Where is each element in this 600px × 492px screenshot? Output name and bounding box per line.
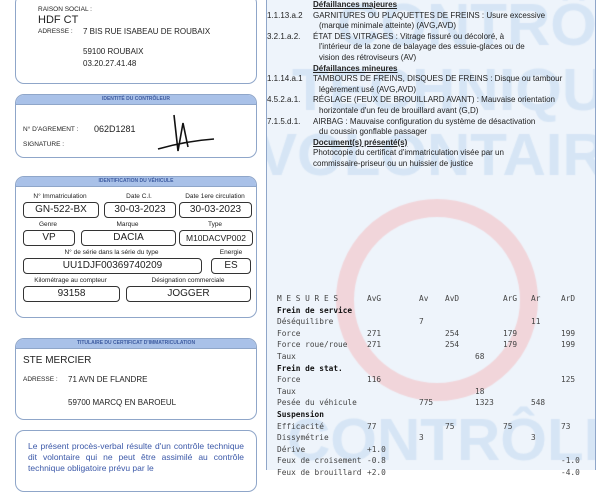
measure-value: 75 bbox=[445, 421, 455, 431]
defect-code: 7.1.5.d.1. bbox=[267, 116, 301, 126]
serie-value: UU1DJF00369740209 bbox=[23, 258, 202, 274]
measure-label: Feux de croisement bbox=[277, 456, 362, 466]
measure-value: 3 bbox=[531, 433, 536, 443]
measure-label: Force bbox=[277, 375, 301, 385]
measure-row bbox=[277, 305, 593, 317]
measures-table bbox=[277, 293, 593, 479]
type-value: M10DACVP002 bbox=[179, 230, 253, 246]
measure-value: 199 bbox=[561, 328, 576, 338]
measure-value: 77 bbox=[367, 421, 377, 431]
measure-value: -1.0 bbox=[561, 456, 580, 466]
measure-value: 179 bbox=[503, 328, 518, 338]
defect-code: 3.2.1.a.2. bbox=[267, 31, 301, 41]
defect-line bbox=[267, 85, 593, 96]
centre-phone: 03.20.27.41.48 bbox=[83, 59, 137, 68]
column-header: Ar bbox=[531, 294, 541, 303]
defect-code bbox=[267, 106, 313, 117]
defect-text: TAMBOURS DE FREINS, DISQUES DE FREINS : Disque ou tambour bbox=[313, 74, 563, 84]
defect-code: 1.1.13.a.2 bbox=[267, 10, 303, 20]
defect-text: horizontale d'un feu de brouillard avant (G,D) bbox=[319, 105, 479, 115]
measure-value: 7 bbox=[419, 317, 424, 327]
measure-value: 548 bbox=[531, 398, 546, 408]
date-ci-value: 30-03-2023 bbox=[104, 202, 176, 218]
defects-panel bbox=[266, 0, 596, 477]
measure-label: Pesée du véhicule bbox=[277, 398, 357, 408]
defect-code bbox=[267, 21, 313, 32]
measure-value: 254 bbox=[445, 340, 460, 350]
centre-adresse1: 7 BIS RUE ISABEAU DE ROUBAIX bbox=[83, 27, 211, 36]
measure-label: Suspension bbox=[277, 409, 324, 419]
measure-value: -4.0 bbox=[561, 467, 580, 477]
measure-value: 73 bbox=[561, 421, 571, 431]
designation-label: Désignation commerciale bbox=[151, 277, 225, 284]
measure-label: Force bbox=[277, 328, 301, 338]
date-ci-label: Date C.I. bbox=[126, 193, 152, 200]
titulaire-adresse2: 59700 MARCQ EN BAROEUL bbox=[68, 398, 177, 407]
defect-text: ÉTAT DES VITRAGES : Vitrage fissuré ou décoloré, à bbox=[313, 31, 505, 41]
km-value: 93158 bbox=[23, 286, 120, 302]
date-circ-label: Date 1ere circulation bbox=[185, 193, 245, 200]
immat-value: GN-522-BX bbox=[23, 202, 99, 218]
defect-text: du coussin gonflable passager bbox=[319, 127, 428, 137]
measure-label: Frein de stat. bbox=[277, 363, 343, 373]
mineures-heading: Défaillances mineures bbox=[313, 63, 398, 73]
agrement-label: N° D'AGREMENT : bbox=[23, 126, 79, 133]
notice-box bbox=[15, 430, 257, 492]
measure-row bbox=[277, 374, 593, 386]
defects-list bbox=[267, 0, 593, 170]
defect-line bbox=[267, 106, 593, 117]
immat-label: N° Immatriculation bbox=[33, 193, 87, 200]
measure-row bbox=[277, 421, 593, 433]
centre-name: HDF CT bbox=[38, 14, 79, 26]
column-header: Av bbox=[419, 294, 429, 303]
controleur-box bbox=[15, 94, 257, 158]
measure-value: 3 bbox=[419, 433, 424, 443]
km-label: Kilométrage au compteur bbox=[34, 277, 107, 284]
adresse-label: ADRESSE : bbox=[38, 28, 73, 35]
defect-line bbox=[267, 42, 593, 53]
column-header: AvG bbox=[367, 294, 382, 303]
measure-row bbox=[277, 444, 593, 456]
measure-row bbox=[277, 455, 593, 467]
defect-line bbox=[267, 32, 593, 43]
measure-row bbox=[277, 351, 593, 363]
defect-code bbox=[267, 85, 313, 96]
measure-value: 68 bbox=[475, 351, 485, 361]
defect-line bbox=[267, 21, 593, 32]
defect-line bbox=[267, 11, 593, 22]
defect-text: AIRBAG : Mauvaise configuration du système de désactivation bbox=[313, 116, 536, 126]
titulaire-header: TITULAIRE DU CERTIFICAT D'IMMATRICULATION bbox=[16, 339, 256, 349]
controleur-header: IDENTITÉ DU CONTRÔLEUR bbox=[16, 95, 256, 105]
measure-label: Taux bbox=[277, 386, 296, 396]
measure-label: Dissymétrie bbox=[277, 433, 329, 443]
measure-row bbox=[277, 409, 593, 421]
defect-line bbox=[267, 95, 593, 106]
column-header: ArD bbox=[561, 294, 576, 303]
measure-label: Force roue/roue bbox=[277, 340, 348, 350]
measure-value: 271 bbox=[367, 328, 382, 338]
documents-heading: Document(s) présenté(s) bbox=[313, 137, 408, 147]
measure-row bbox=[277, 339, 593, 351]
measure-label: Déséquilibre bbox=[277, 317, 334, 327]
defect-code bbox=[267, 127, 313, 138]
titulaire-name: STE MERCIER bbox=[23, 355, 92, 366]
measure-value: +1.0 bbox=[367, 444, 386, 454]
majeures-heading: Défaillances majeures bbox=[313, 0, 398, 9]
energie-value: ES bbox=[211, 258, 251, 274]
measure-label: Feux de brouillard bbox=[277, 467, 362, 477]
measure-value: +2.0 bbox=[367, 467, 386, 477]
genre-label: Genre bbox=[38, 221, 58, 228]
measure-value: 1323 bbox=[475, 398, 494, 408]
measure-value: 775 bbox=[419, 398, 434, 408]
measure-value: -0.8 bbox=[367, 456, 386, 466]
measure-label: Taux bbox=[277, 351, 296, 361]
defect-text: RÉGLAGE (FEUX DE BROUILLARD AVANT) : Mauvaise orientation bbox=[313, 95, 556, 105]
titulaire-adresse-label: ADRESSE : bbox=[23, 376, 58, 383]
defect-code: 1.1.14.a.1 bbox=[267, 74, 303, 84]
measure-row bbox=[277, 316, 593, 328]
measure-row bbox=[277, 328, 593, 340]
document-line: commissaire-priseur ou un huissier de justice bbox=[313, 158, 474, 168]
defect-code bbox=[267, 53, 313, 64]
measure-value: 116 bbox=[367, 375, 382, 385]
measure-label: Dérive bbox=[277, 444, 306, 454]
column-header: ArG bbox=[503, 294, 518, 303]
measure-value: 199 bbox=[561, 340, 576, 350]
notice-text: Le présent procès-verbal résulte d'un contrôle technique dit volontaire qui ne peut être assimilé au contrôle technique obligatoire prévu par le bbox=[28, 441, 244, 473]
serie-label: N° de série dans la série du type bbox=[64, 249, 159, 256]
titulaire-adresse1: 71 AVN DE FLANDRE bbox=[68, 375, 148, 384]
defect-line bbox=[267, 53, 593, 64]
measure-row bbox=[277, 397, 593, 409]
marque-value: DACIA bbox=[81, 230, 176, 246]
vehicule-box bbox=[15, 176, 257, 318]
defect-line bbox=[267, 74, 593, 85]
raison-label: RAISON SOCIAL : bbox=[38, 6, 92, 13]
measure-row bbox=[277, 386, 593, 398]
defect-text: l'intérieur de la zone de balayage des essuie-glaces ou de bbox=[319, 42, 525, 52]
measure-label: Efficacité bbox=[277, 421, 324, 431]
defect-text: légèrement usé (AVG,AVD) bbox=[319, 84, 417, 94]
defect-text: (marque minimale atteinte) (AVG,AVD) bbox=[319, 21, 457, 31]
measure-row bbox=[277, 432, 593, 444]
defect-text: GARNITURES OU PLAQUETTES DE FREINS : Usure excessive bbox=[313, 10, 546, 20]
measure-value: 254 bbox=[445, 328, 460, 338]
energie-label: Energie bbox=[219, 249, 243, 256]
agrement-number: 062D1281 bbox=[94, 124, 136, 134]
defect-text: vision des rétroviseurs (AV) bbox=[319, 52, 417, 62]
defect-code: 4.5.2.a.1. bbox=[267, 95, 301, 105]
genre-value: VP bbox=[23, 230, 75, 246]
defect-line bbox=[267, 117, 593, 128]
date-circ-value: 30-03-2023 bbox=[179, 202, 252, 218]
measure-row bbox=[277, 467, 593, 479]
document-line: Photocopie du certificat d'immatriculation visée par un bbox=[313, 148, 504, 158]
defect-code bbox=[267, 42, 313, 53]
marque-label: Marque bbox=[116, 221, 139, 228]
measures-header bbox=[277, 293, 593, 305]
vehicule-header: IDENTIFICATION DU VÉHICULE bbox=[16, 177, 256, 187]
measure-value: 179 bbox=[503, 340, 518, 350]
centre-box bbox=[15, 0, 257, 84]
titulaire-box bbox=[15, 338, 257, 420]
measure-value: 18 bbox=[475, 386, 485, 396]
column-header: AvD bbox=[445, 294, 460, 303]
signature-image bbox=[156, 113, 216, 155]
measure-row bbox=[277, 363, 593, 375]
measure-value: 11 bbox=[531, 317, 541, 327]
type-label: Type bbox=[207, 221, 223, 228]
measure-label: Frein de service bbox=[277, 305, 353, 315]
designation-value: JOGGER bbox=[126, 286, 251, 302]
measure-value: 271 bbox=[367, 340, 382, 350]
centre-adresse2: 59100 ROUBAIX bbox=[83, 47, 144, 56]
measure-value: 125 bbox=[561, 375, 576, 385]
defect-line bbox=[267, 127, 593, 138]
signature-label: SIGNATURE : bbox=[23, 141, 65, 148]
column-header: M E S U R E S bbox=[277, 294, 339, 303]
measure-value: 75 bbox=[503, 421, 513, 431]
